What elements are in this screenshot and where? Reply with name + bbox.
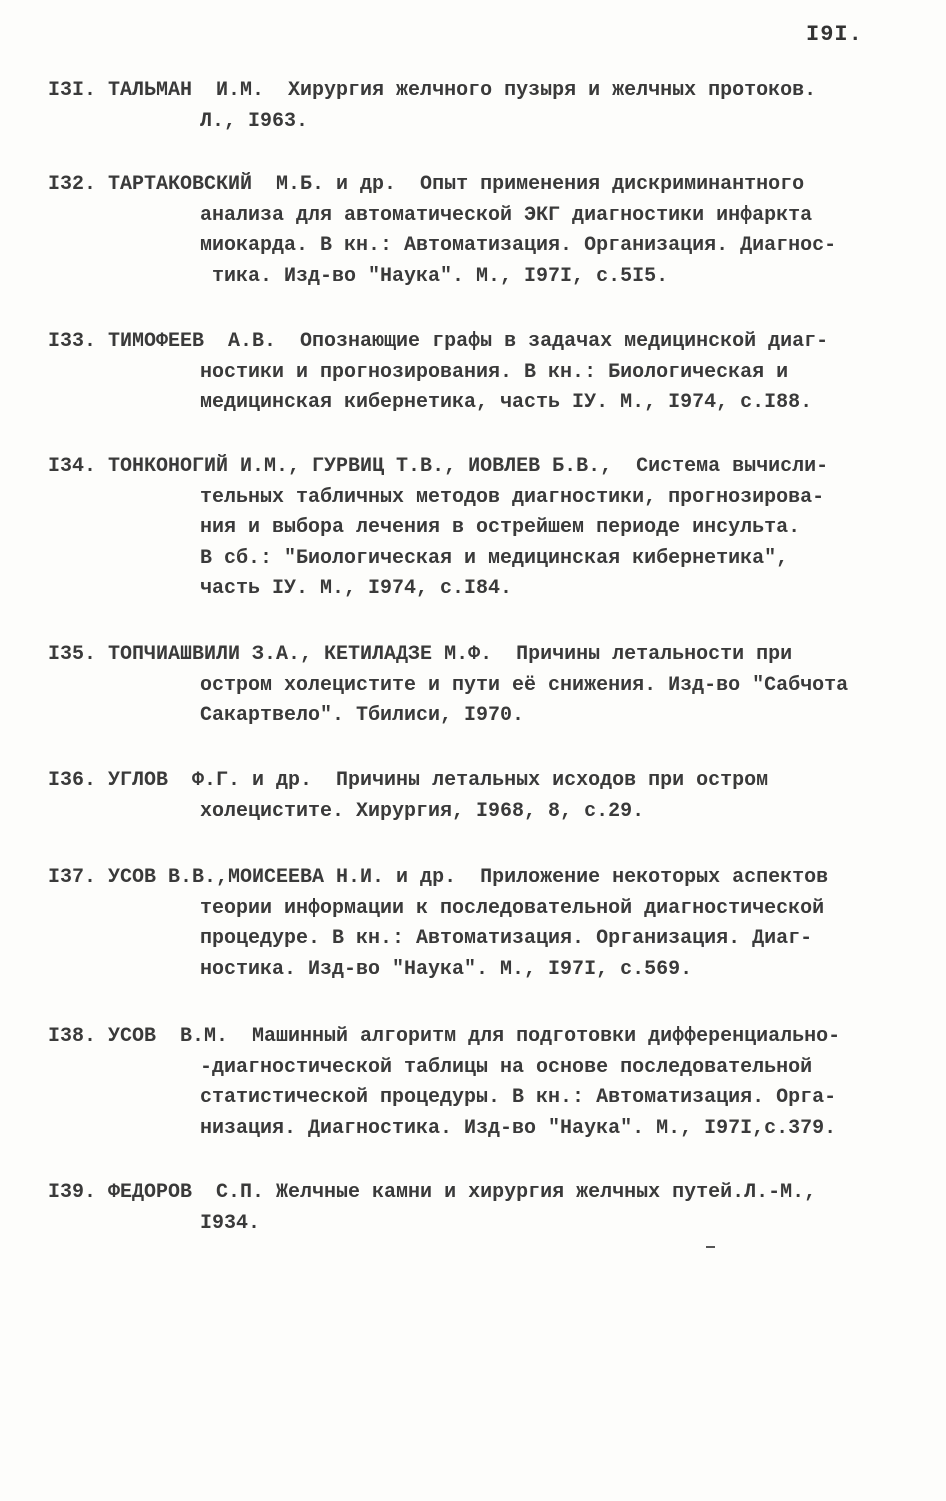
entry-line: I39. ФЕДОРОВ С.П. Желчные камни и хирургия желчных путей.Л.-М., — [48, 1181, 817, 1204]
bibliography-entry-133 — [48, 327, 828, 419]
entry-line: В сб.: "Биологическая и медицинская кибернетика", — [200, 546, 789, 570]
entry-line: ностики и прогнозирования. В кн.: Биологическая и — [200, 360, 789, 384]
entry-line: I934. — [200, 1211, 261, 1235]
entry-line: статистической процедуры. В кн.: Автоматизация. Орга- — [200, 1086, 837, 1109]
entry-line: I37. УСОВ В.В.,МОИСЕЕВА Н.И. и др. Приложение некоторых аспектов — [48, 866, 829, 889]
entry-line: остром холецистите и пути её снижения. Изд-во "Сабчота — [200, 673, 849, 697]
page-number: I9I. — [806, 22, 863, 47]
entry-line: Л., I963. — [200, 109, 309, 133]
bibliography-entry-138 — [48, 1022, 840, 1144]
entry-line: ния и выбора лечения в острейшем периоде инсульта. — [200, 516, 801, 539]
entry-line: I33. ТИМОФЕЕВ А.В. Опознающие графы в задачах медицинской диаг- — [48, 330, 829, 353]
entry-line: миокарда. В кн.: Автоматизация. Организация. Диагнос- — [200, 234, 837, 257]
bibliography-entry-132 — [48, 170, 836, 292]
bibliography-entry-137 — [48, 863, 828, 985]
entry-line: анализа для автоматической ЭКГ диагностики инфаркта — [200, 203, 813, 227]
entry-line: I34. ТОНКОНОГИЙ И.М., ГУРВИЦ Т.В., ИОВЛЕВ Б.В., Система вычисли- — [48, 455, 829, 478]
entry-line: I32. ТАРТАКОВСКИЙ М.Б. и др. Опыт применения дискриминантного — [48, 173, 805, 196]
entry-line: ностика. Изд-во "Наука". М., I97I, с.569. — [200, 957, 693, 981]
entry-line: -диагностической таблицы на основе последовательной — [200, 1055, 813, 1079]
entry-line: тика. Изд-во "Наука". М., I97I, с.5I5. — [200, 264, 669, 288]
entry-line: часть IУ. М., I974, с.I84. — [200, 577, 513, 600]
bibliography-entry-134 — [48, 452, 828, 605]
entry-line: теории информации к последовательной диагностической — [200, 896, 825, 920]
entry-line: холецистите. Хирургия, I968, 8, с.29. — [200, 799, 645, 823]
entry-line: I36. УГЛОВ Ф.Г. и др. Причины летальных исходов при остром — [48, 769, 769, 792]
entry-line: процедуре. В кн.: Автоматизация. Организация. Диаг- — [200, 927, 813, 950]
entry-line: медицинская кибернетика, часть IУ. М., I974, с.I88. — [200, 391, 813, 414]
entry-line: низация. Диагностика. Изд-во "Наука". М., I97I,с.379. — [200, 1116, 837, 1140]
entry-line: I3I. ТАЛЬМАН И.М. Хирургия желчного пузыря и желчных протоков. — [48, 79, 817, 102]
bibliography-entry-139 — [48, 1178, 816, 1239]
bibliography-entry-131 — [48, 76, 816, 137]
bibliography-entry-135 — [48, 640, 848, 732]
entry-line: I38. УСОВ В.М. Машинный алгоритм для подготовки дифференциально- — [48, 1025, 841, 1048]
entry-line: Сакартвело". Тбилиси, I970. — [200, 704, 525, 727]
bibliography-entry-136 — [48, 766, 768, 827]
entry-line: I35. ТОПЧИАШВИЛИ З.А., КЕТИЛАДЗЕ М.Ф. Причины летальности при — [48, 643, 793, 666]
entry-line: тельных табличных методов диагностики, прогнозирова- — [200, 485, 825, 509]
stray-ink-mark — [706, 1246, 715, 1248]
